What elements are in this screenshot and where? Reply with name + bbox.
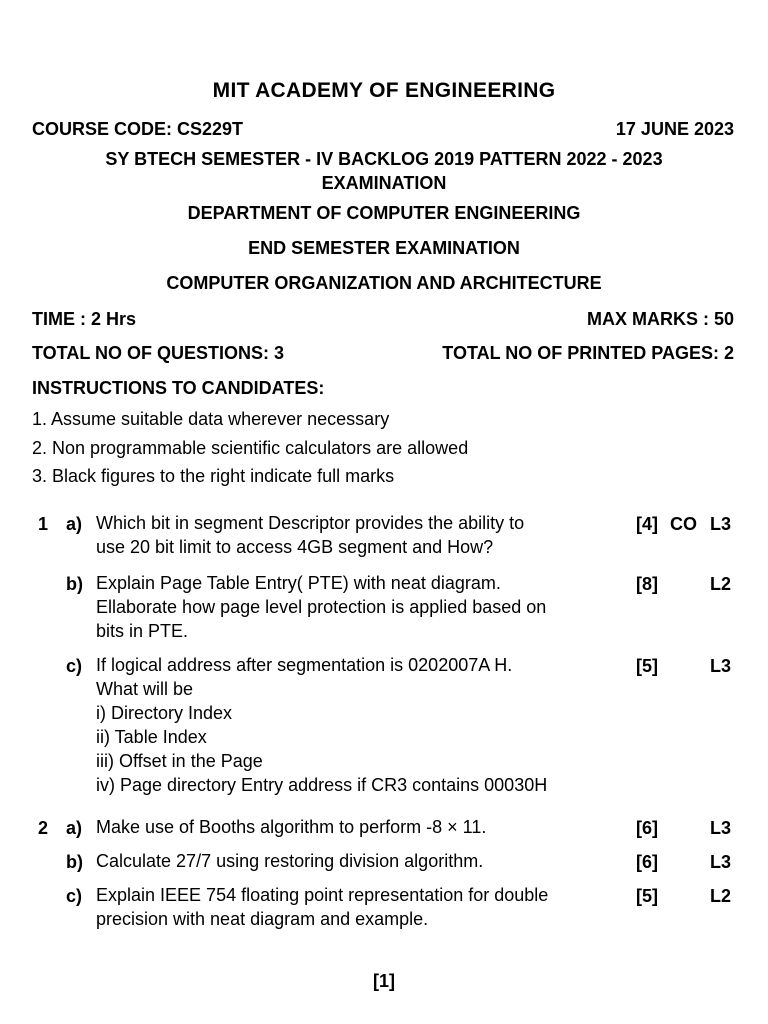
question-marks: [4]: [636, 514, 658, 534]
question-part-label: a): [66, 514, 83, 534]
question-marks: [8]: [636, 574, 658, 594]
question-text: Calculate 27/7 using restoring division algorithm.: [96, 851, 484, 871]
question-text: Explain Page Table Entry( PTE) with neat diagram. Ellaborate how page level protection is applied based on bits in PTE.: [96, 573, 547, 641]
bloom-level: L2: [710, 886, 732, 906]
question-text: If logical address after segmentation is 0202007A H. What will be i) Directory Index ii) Table Index iii) Offset in the Page iv) Page directory Entry address if CR3 contains 00030H: [96, 655, 548, 795]
instruction-item: 2. Non programmable scientific calculators are allowed: [32, 438, 469, 458]
bloom-level: L2: [710, 574, 732, 594]
page-number: [1]: [373, 971, 395, 991]
institute-title: MIT ACADEMY OF ENGINEERING: [212, 79, 556, 102]
instructions-heading: INSTRUCTIONS TO CANDIDATES:: [32, 378, 325, 398]
instruction-item: 1. Assume suitable data wherever necessary: [32, 409, 390, 429]
question-part-label: b): [66, 574, 83, 594]
question-text: Explain IEEE 754 floating point representation for double precision with neat diagram and example.: [96, 885, 549, 929]
question-marks: [5]: [636, 886, 658, 906]
question-marks: [6]: [636, 818, 658, 838]
question-marks: [5]: [636, 656, 658, 676]
subject-title: COMPUTER ORGANIZATION AND ARCHITECTURE: [166, 273, 602, 293]
bloom-level: L3: [710, 514, 732, 534]
course-outcome: CO: [670, 514, 697, 534]
exam-type: END SEMESTER EXAMINATION: [248, 238, 520, 258]
exam-date: 17 JUNE 2023: [615, 119, 734, 139]
instruction-item: 3. Black figures to the right indicate full marks: [32, 466, 395, 486]
bloom-level: L3: [710, 852, 732, 872]
question-number: 2: [38, 818, 49, 838]
question-text: Make use of Booths algorithm to perform -8 × 11.: [96, 817, 487, 837]
total-pages: TOTAL NO OF PRINTED PAGES: 2: [442, 343, 734, 363]
semester-line-2: EXAMINATION: [321, 173, 447, 193]
department: DEPARTMENT OF COMPUTER ENGINEERING: [187, 203, 581, 223]
time-allowed: TIME : 2 Hrs: [32, 309, 137, 329]
question-number: 1: [38, 514, 49, 534]
bloom-level: L3: [710, 656, 732, 676]
total-questions: TOTAL NO OF QUESTIONS: 3: [32, 343, 285, 363]
question-part-label: c): [66, 656, 83, 676]
question-marks: [6]: [636, 852, 658, 872]
semester-line-1: SY BTECH SEMESTER - IV BACKLOG 2019 PATTERN 2022 - 2023: [105, 149, 663, 169]
question-part-label: c): [66, 886, 83, 906]
question-part-label: a): [66, 818, 83, 838]
bloom-level: L3: [710, 818, 732, 838]
question-part-label: b): [66, 852, 83, 872]
max-marks: MAX MARKS : 50: [586, 309, 734, 329]
question-text: Which bit in segment Descriptor provides the ability to use 20 bit limit to access 4GB segment and How?: [96, 513, 525, 557]
course-code: COURSE CODE: CS229T: [32, 119, 244, 139]
